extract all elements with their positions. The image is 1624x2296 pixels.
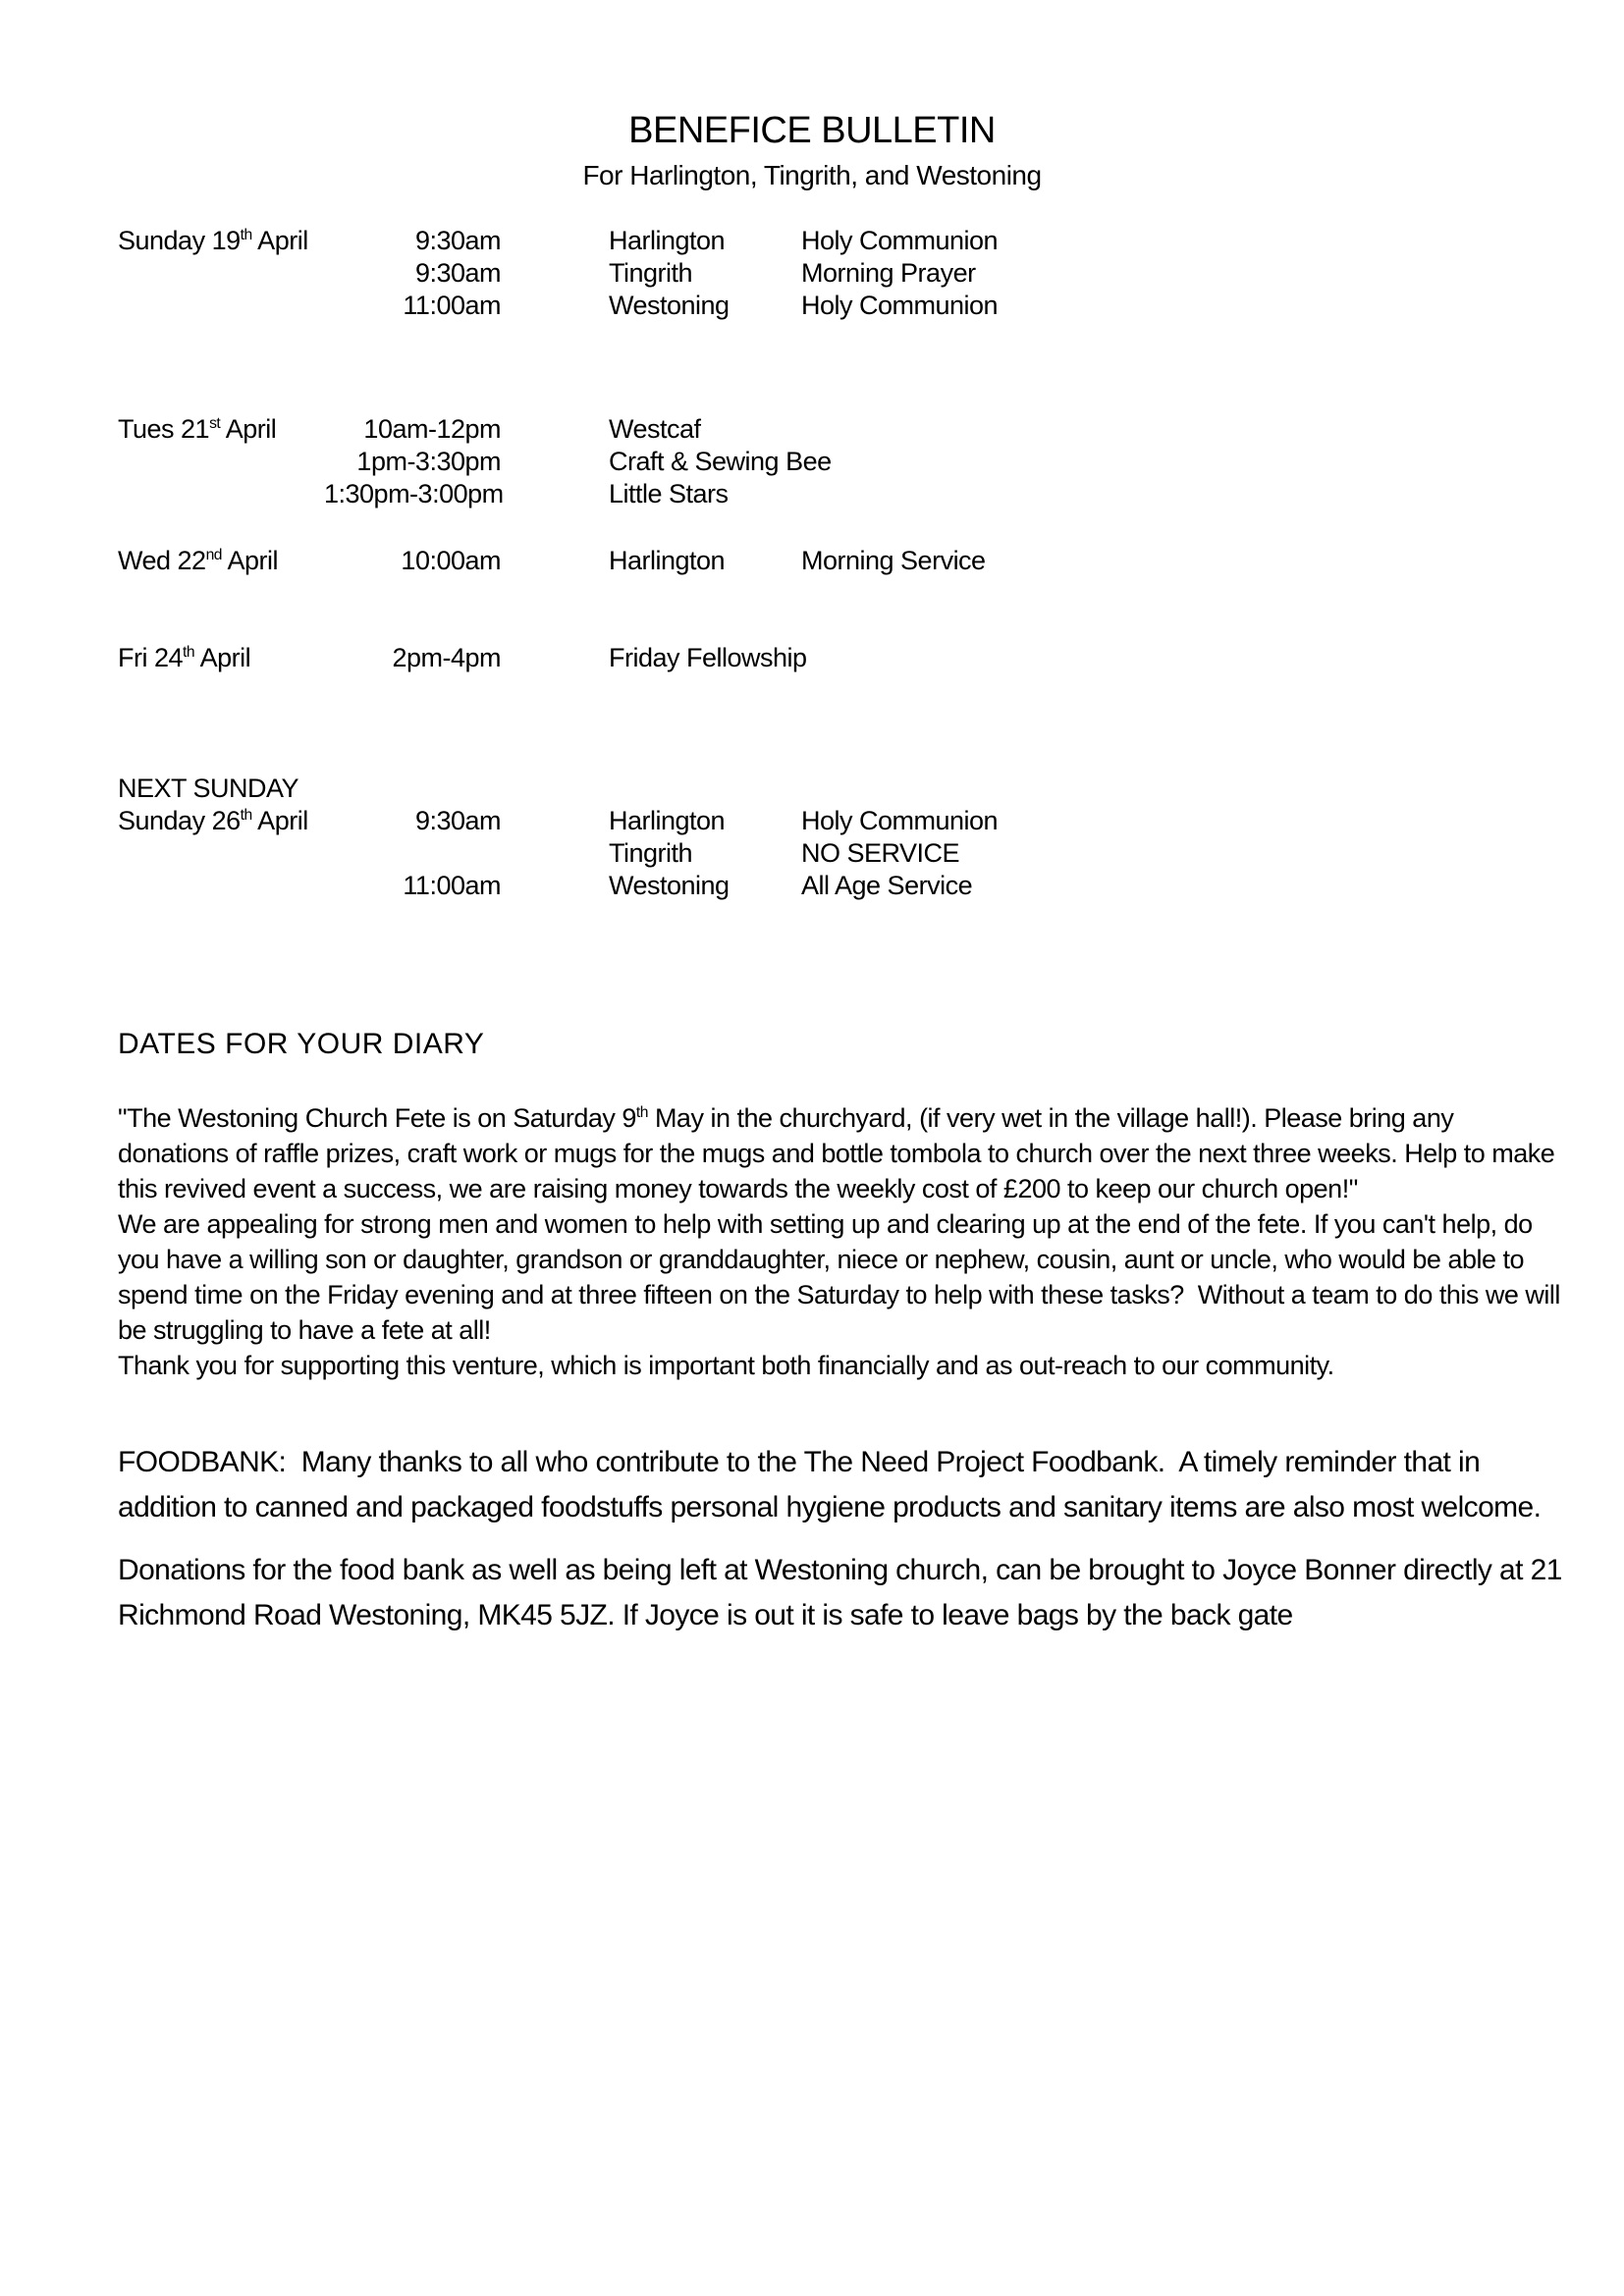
event-service [801, 446, 1565, 478]
appeal-paragraph: We are appealing for strong men and women to help with setting up and clearing up at the end of the fete. If you can't help, do you have a willing son or daughter, grandson or granddaughter, niece or nephew, cousin, aunt or uncle, who would be able to spend time on the Friday evening and at three fifteen on the Saturday to help with these tasks? Without a team to do this we will be struggling to have a fete at all! [118, 1209, 1567, 1345]
event-time: 9:30am [414, 226, 501, 255]
event-service [801, 642, 1565, 674]
date-text: Sunday 26 [118, 806, 241, 835]
event-location: Harlington [609, 806, 726, 835]
event-service: Morning Prayer [801, 258, 976, 288]
fete-text: May in the churchyard, (if very wet in the village hall!). Please bring any donations of raffle prizes, craft work or mugs for the mugs and bottle tombola to church over the next three weeks. Help to make this revived event a success, we are raising money towards the weekly cost of £200 to keep our church open!" [118, 1103, 1562, 1203]
event-location: Harlington [609, 546, 726, 575]
schedule-row [118, 870, 1565, 902]
event-date [118, 478, 324, 510]
date-text: Sunday 19 [118, 226, 241, 255]
date-text: April [220, 414, 277, 444]
event-service: Holy Communion [801, 291, 999, 320]
date-ordinal-suffix: nd [205, 547, 222, 563]
fete-text: "The Westoning Church Fete is on Saturday 9 [118, 1103, 636, 1133]
event-time: 2pm-4pm [392, 643, 501, 672]
fete-paragraph [118, 1100, 1565, 1206]
donations-paragraph: Donations for the food bank as well as being left at Westoning church, can be brought to Joyce Bonner directly at 21 Richmond Road Westoning, MK45 5JZ. If Joyce is out it is safe to leave bags by the back gate [118, 1554, 1570, 1631]
schedule-row [118, 642, 1565, 674]
schedule-row [118, 225, 1565, 257]
event-time: 10:00am [401, 546, 501, 575]
schedule-row [118, 290, 1565, 322]
event-date [118, 870, 324, 902]
service-schedule [118, 225, 1565, 902]
schedule-row [118, 545, 1565, 577]
event-time: 1:30pm-3:00pm [324, 479, 504, 508]
date-ordinal-suffix: th [183, 644, 195, 661]
date-text: Fri 24 [118, 643, 184, 672]
diary-section-heading: DATES FOR YOUR DIARY [118, 1028, 485, 1060]
event-time: 10am-12pm [363, 414, 501, 444]
schedule-row [118, 478, 1565, 510]
event-service: Morning Service [801, 546, 986, 575]
event-service [801, 478, 1565, 510]
event-date [118, 257, 324, 290]
date-text: Tues 21 [118, 414, 210, 444]
schedule-block-next-sunday [118, 773, 1565, 902]
event-date [118, 837, 324, 870]
event-date [118, 805, 324, 837]
schedule-block-sunday-19 [118, 225, 1565, 322]
event-date [118, 225, 324, 257]
event-location: Westcaf [609, 414, 701, 444]
date-text: April [251, 806, 308, 835]
event-location: Westoning [609, 871, 730, 900]
event-date [118, 446, 324, 478]
document-header [118, 110, 1506, 191]
event-time: 9:30am [414, 806, 501, 835]
event-service [801, 413, 1565, 446]
event-location: Westoning [609, 291, 730, 320]
event-time: 11:00am [403, 291, 501, 320]
event-date [118, 290, 324, 322]
date-text: April [221, 546, 279, 575]
event-location: Harlington [609, 226, 726, 255]
event-service: Holy Communion [801, 806, 999, 835]
schedule-row [118, 837, 1565, 870]
event-time: 11:00am [403, 871, 501, 900]
event-service: All Age Service [801, 871, 973, 900]
event-date [118, 642, 324, 674]
event-location: Friday Fellowship [609, 643, 807, 672]
date-ordinal-suffix: th [635, 1104, 648, 1121]
page-subtitle: For Harlington, Tingrith, and Westoning [582, 160, 1042, 190]
date-text: Wed 22 [118, 546, 206, 575]
date-ordinal-suffix: th [240, 807, 252, 824]
date-text: April [251, 226, 308, 255]
page-title: BENEFICE BULLETIN [628, 110, 996, 151]
event-service: NO SERVICE [801, 838, 960, 868]
event-location: Craft & Sewing Bee [609, 447, 832, 476]
event-location: Tingrith [609, 838, 693, 868]
schedule-block-tues-21 [118, 413, 1565, 510]
schedule-row [118, 257, 1565, 290]
date-ordinal-suffix: st [209, 415, 221, 432]
event-location: Tingrith [609, 258, 693, 288]
date-ordinal-suffix: th [240, 227, 252, 243]
event-date [118, 413, 324, 446]
event-date [118, 545, 324, 577]
next-sunday-heading: NEXT SUNDAY [118, 774, 299, 803]
event-location: Little Stars [609, 479, 729, 508]
event-time: 1pm-3:30pm [356, 447, 501, 476]
event-time: 9:30am [414, 258, 501, 288]
date-text: April [194, 643, 251, 672]
event-time [324, 837, 609, 870]
schedule-row [118, 446, 1565, 478]
thanks-paragraph: Thank you for supporting this venture, which is important both financially and as out-reach to our community. [118, 1351, 1334, 1380]
schedule-row [118, 805, 1565, 837]
schedule-block-wed-22 [118, 545, 1565, 577]
event-service: Holy Communion [801, 226, 999, 255]
schedule-row [118, 413, 1565, 446]
schedule-block-fri-24 [118, 642, 1565, 674]
foodbank-paragraph: FOODBANK: Many thanks to all who contribute to the The Need Project Foodbank. A timely reminder that in addition to canned and packaged foodstuffs personal hygiene products and sanitary items are also most welcome. [118, 1446, 1542, 1523]
